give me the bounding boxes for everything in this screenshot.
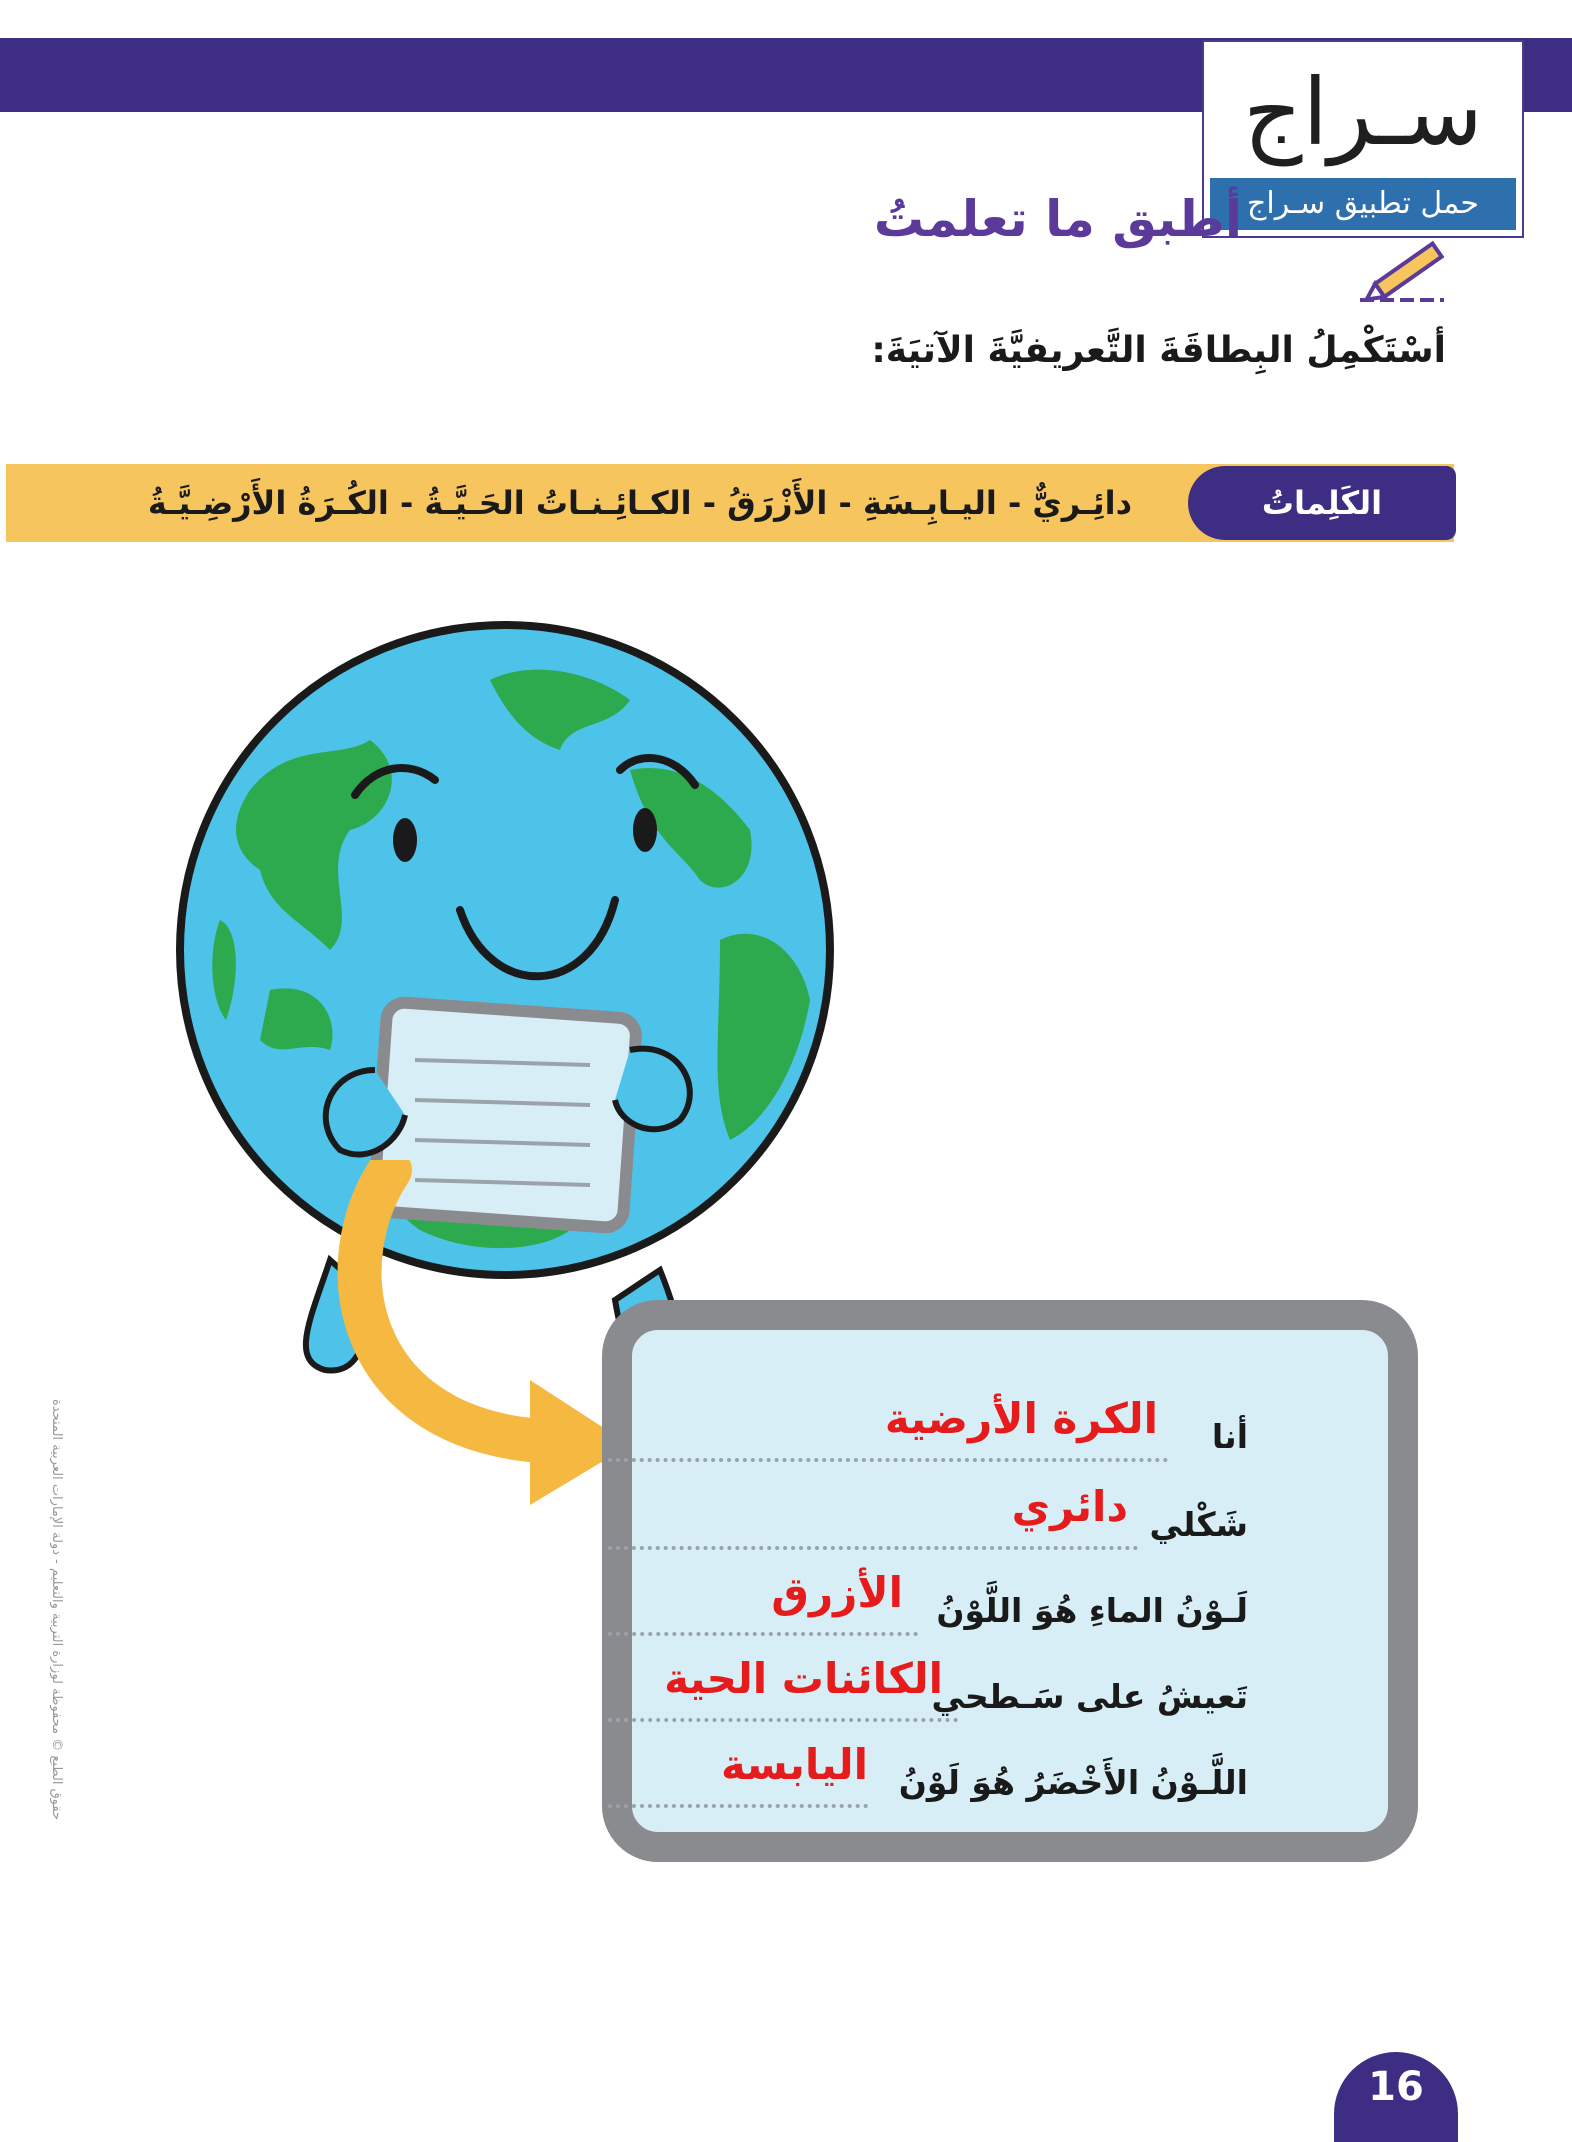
instruction-text: أسْتَكْمِلُ البِطاقَةَ التَّعريفيَّةَ الآتيَةَ: xyxy=(871,330,1446,371)
logo-word: سـراج xyxy=(1243,59,1483,166)
card-row xyxy=(608,1394,1248,1472)
answer-line xyxy=(608,1458,1168,1462)
row-label: شَكْلي xyxy=(1149,1505,1248,1544)
answer-text: اليابسة xyxy=(720,1740,868,1789)
answer-text: الأزرق xyxy=(771,1568,903,1617)
row-label: اللَّـوْنُ الأَخْضَرُ هُوَ لَوْنُ xyxy=(898,1763,1248,1802)
card-row xyxy=(608,1654,1248,1732)
pencil-icon xyxy=(1354,236,1464,306)
card-row xyxy=(608,1568,1248,1646)
answer-line xyxy=(608,1718,958,1722)
answer-line xyxy=(608,1632,918,1636)
siraj-logo xyxy=(1202,40,1524,238)
section-title: أطبق ما تعلمتُ xyxy=(873,190,1242,248)
card-row xyxy=(608,1740,1248,1818)
copyright-note: حقوق الطبع © محفوظة لوزارة التربية والتعليم - دولة الإمارات العربية المتحدة xyxy=(49,1398,64,1820)
answer-text: الكائنات الحية xyxy=(664,1654,943,1703)
row-label: أنا xyxy=(1211,1417,1248,1456)
helper-words-tag: الكَلِماتُ المُساعِدَةُ xyxy=(1188,466,1456,540)
helper-words-list: دائِـريٌّ - اليـابِـسَةِ - الأَزْرَقُ - الكـائِـنـاتُ الحَـيَّـةُ - الكُـرَةُ الأَرْضِـيَّـةُ xyxy=(147,484,1132,522)
answer-text: دائري xyxy=(1011,1482,1128,1531)
card-row xyxy=(608,1482,1248,1560)
logo-tagline: حمل تطبيق سـراج xyxy=(1210,178,1516,230)
answer-line xyxy=(608,1546,1138,1550)
identity-card xyxy=(602,1300,1418,1862)
row-label: تَعيشُ على سَـطحي xyxy=(931,1677,1248,1716)
page-number: 16 xyxy=(1334,2052,1458,2142)
answer-text: الكرة الأرضية xyxy=(884,1394,1158,1443)
row-label: لَـوْنُ الماءِ هُوَ اللَّوْنُ xyxy=(936,1591,1248,1630)
answer-line xyxy=(608,1804,868,1808)
